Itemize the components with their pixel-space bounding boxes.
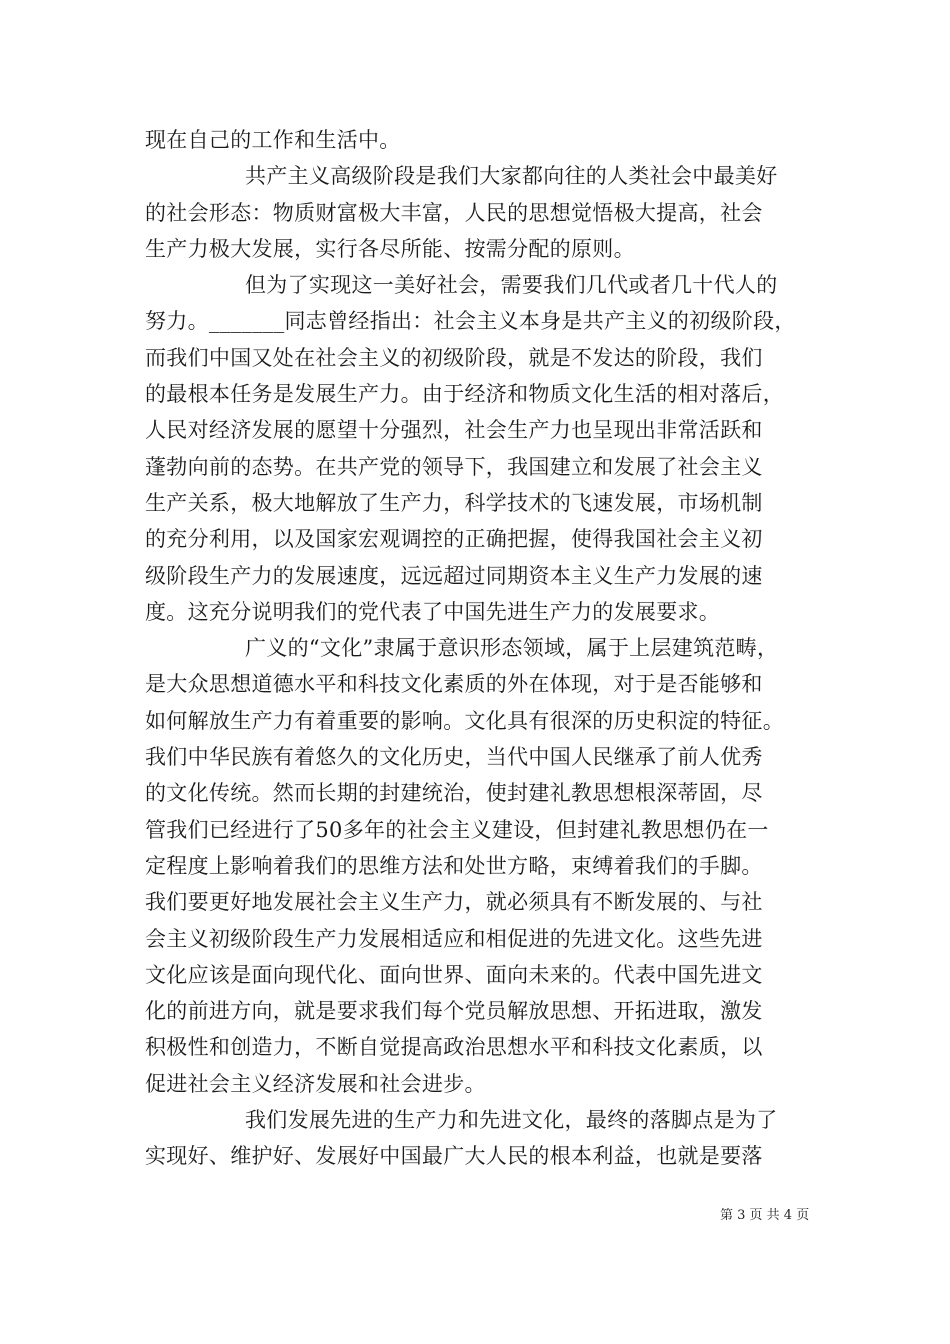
text-line: 会主义初级阶段生产力发展相适应和相促进的先进文化。这些先进 bbox=[145, 926, 763, 951]
text-line: 我们要更好地发展社会主义生产力，就必须具有不断发展的、与社 bbox=[145, 890, 763, 915]
paragraph bbox=[145, 267, 825, 630]
text-line: 蓬勃向前的态势。在共产党的领导下，我国建立和发展了社会主义 bbox=[145, 454, 763, 479]
text-line: 的充分利用，以及国家宏观调控的正确把握，使得我国社会主义初 bbox=[145, 527, 763, 552]
text-line: 现在自己的工作和生活中。 bbox=[145, 128, 401, 152]
text-line: 级阶段生产力的发展速度，远远超过同期资本主义生产力发展的速 bbox=[145, 563, 763, 588]
paragraph bbox=[145, 122, 825, 158]
text-line: 管我们已经进行了50多年的社会主义建设，但封建礼教思想仍在一 bbox=[145, 817, 769, 842]
paragraph bbox=[145, 630, 825, 1102]
text-line: 我们中华民族有着悠久的文化历史，当代中国人民继承了前人优秀 bbox=[145, 745, 763, 770]
text-line: 化的前进方向，就是要求我们每个党员解放思想、开拓进取，激发 bbox=[145, 999, 763, 1024]
text-line: 但为了实现这一美好社会，需要我们几代或者几十代人的 bbox=[245, 273, 778, 298]
paragraph bbox=[145, 1102, 825, 1175]
text-line: 积极性和创造力，不断自觉提高政治思想水平和科技文化素质，以 bbox=[145, 1035, 763, 1060]
paragraph bbox=[145, 158, 825, 267]
document-body bbox=[145, 122, 825, 1175]
text-line: 度。这充分说明我们的党代表了中国先进生产力的发展要求。 bbox=[145, 599, 721, 624]
text-line: 广义的“文化”隶属于意识形态领域，属于上层建筑范畴， bbox=[245, 636, 779, 661]
text-line: 促进社会主义经济发展和社会进步。 bbox=[145, 1071, 486, 1096]
text-line: 的最根本任务是发展生产力。由于经济和物质文化生活的相对落后， bbox=[145, 382, 784, 407]
text-line: 人民对经济发展的愿望十分强烈，社会生产力也呈现出非常活跃和 bbox=[145, 418, 763, 443]
text-line: 的文化传统。然而长期的封建统治，使封建礼教思想根深蒂固，尽 bbox=[145, 781, 763, 806]
text-line: 而我们中国又处在社会主义的初级阶段，就是不发达的阶段，我们 bbox=[145, 345, 763, 370]
page-number-footer: 第 3 页 共 4 页 bbox=[720, 1208, 810, 1223]
text-line: 文化应该是面向现代化、面向世界、面向未来的。代表中国先进文 bbox=[145, 962, 763, 987]
text-line: 是大众思想道德水平和科技文化素质的外在体现，对于是否能够和 bbox=[145, 672, 763, 697]
text-line: 实现好、维护好、发展好中国最广大人民的根本利益，也就是要落 bbox=[145, 1144, 763, 1169]
text-line: 定程度上影响着我们的思维方法和处世方略，束缚着我们的手脚。 bbox=[145, 853, 763, 878]
text-line: 生产关系，极大地解放了生产力，科学技术的飞速发展，市场机制 bbox=[145, 490, 763, 515]
text-line: 的社会形态：物质财富极大丰富，人民的思想觉悟极大提高，社会 bbox=[145, 200, 763, 225]
text-line: 我们发展先进的生产力和先进文化，最终的落脚点是为了 bbox=[245, 1108, 778, 1133]
text-line: 努力。_______同志曾经指出：社会主义本身是共产主义的初级阶段， bbox=[145, 309, 796, 334]
text-line: 生产力极大发展，实行各尽所能、按需分配的原则。 bbox=[145, 236, 635, 261]
text-line: 共产主义高级阶段是我们大家都向往的人类社会中最美好 bbox=[245, 164, 778, 189]
text-line: 如何解放生产力有着重要的影响。文化具有很深的历史积淀的特征。 bbox=[145, 708, 784, 733]
